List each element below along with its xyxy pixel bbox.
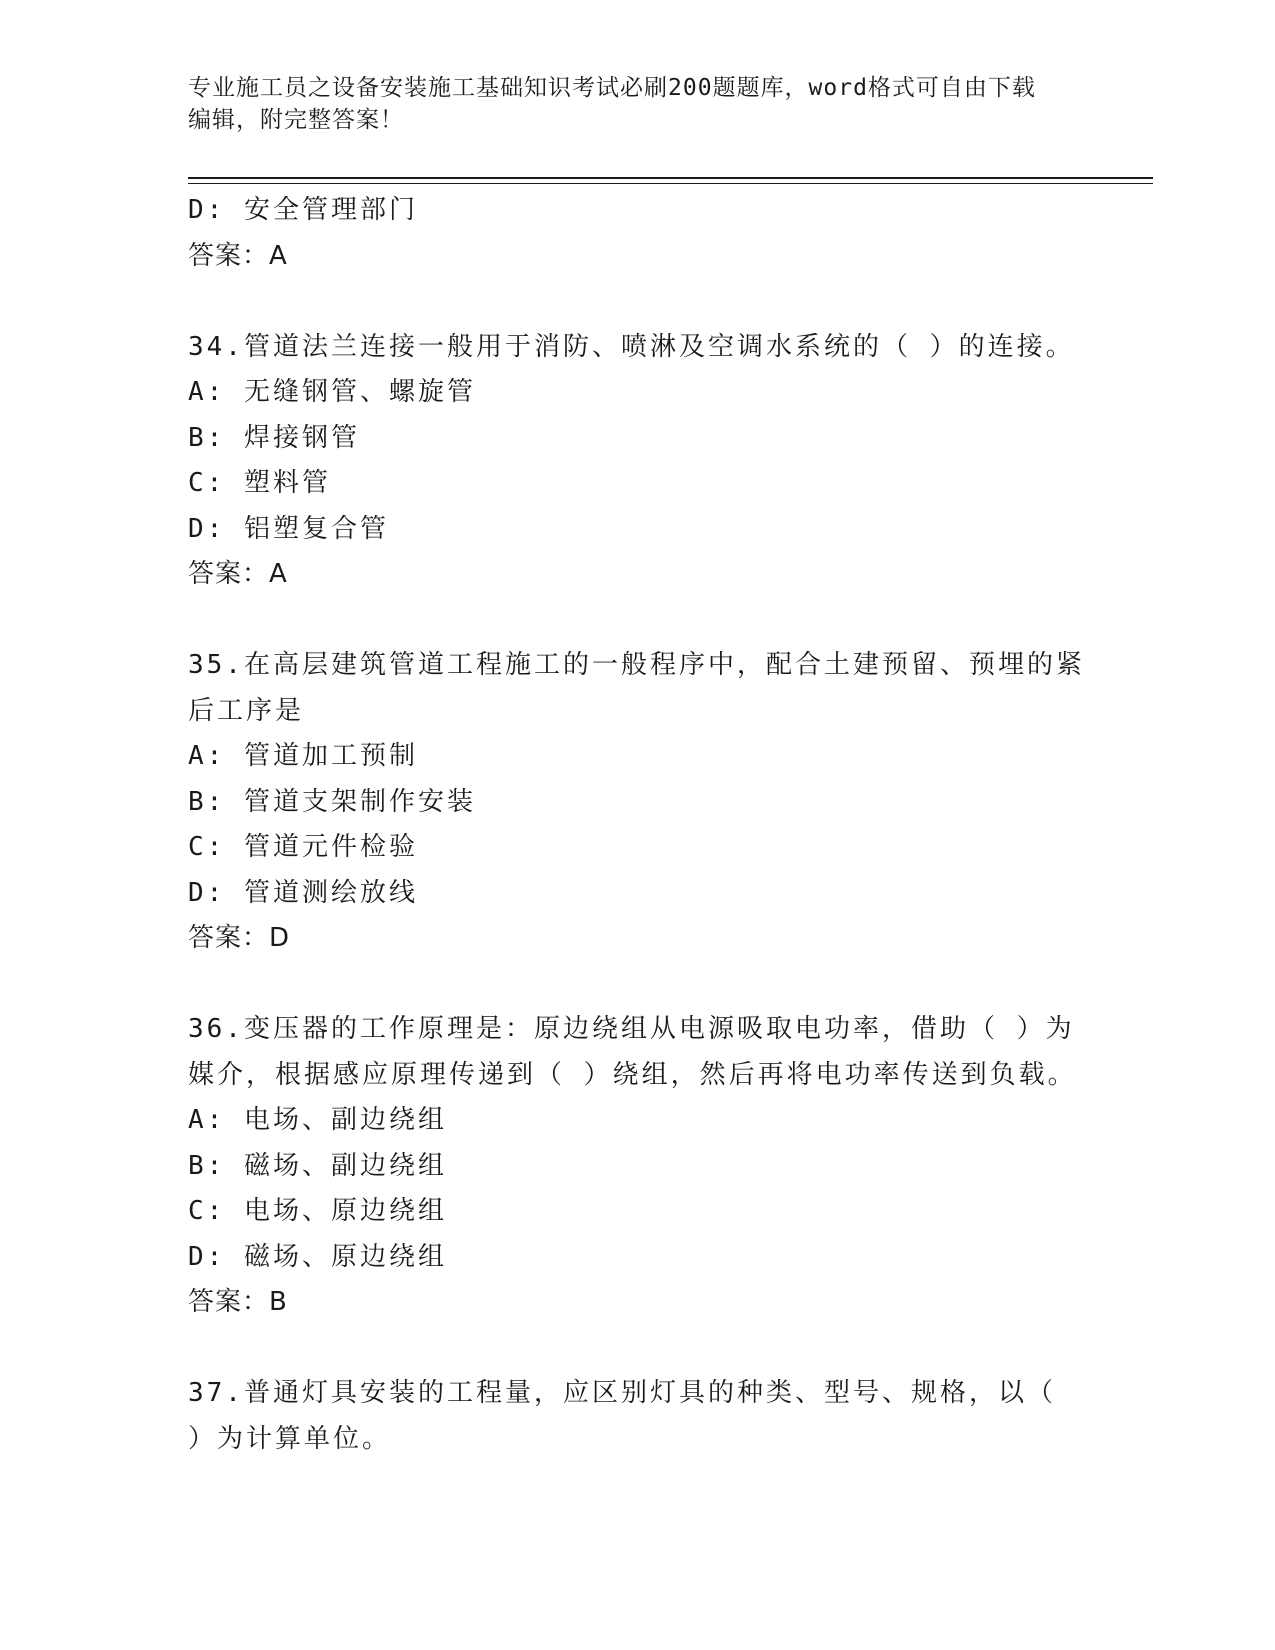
question-37 — [188, 1371, 1088, 1462]
header-line-1: 专业施工员之设备安装施工基础知识考试必刷200题题库，word格式可自由下载 — [188, 75, 1036, 101]
option-d: D: 磁场、原边绕组 — [188, 1241, 447, 1272]
header-rule-thick — [188, 177, 1153, 179]
option-c: C: 电场、原边绕组 — [188, 1196, 447, 1226]
header-line-2: 编辑，附完整答案！ — [188, 107, 404, 133]
header-rule-thin — [188, 183, 1153, 184]
answer: 答案：D — [188, 923, 291, 953]
answer: 答案：B — [188, 1287, 288, 1317]
option-b: B: 磁场、副边绕组 — [188, 1150, 447, 1181]
spacer — [188, 598, 1088, 644]
question-stem-line-1: 35.在高层建筑管道工程施工的一般程序中，配合土建预留、预埋的紧 — [188, 650, 1085, 680]
option-c: C: 塑料管 — [188, 468, 331, 498]
answer: 答案：A — [188, 559, 288, 589]
option-d: D: 管道测绘放线 — [188, 877, 418, 908]
spacer — [188, 962, 1088, 1008]
question-stem-line-2: ）为计算单位。 — [188, 1423, 392, 1454]
question-stem-line-2: 媒介，根据感应原理传递到（ ）绕组，然后再将电功率传送到负载。 — [188, 1059, 1077, 1090]
option-b: B: 管道支架制作安装 — [188, 786, 476, 817]
question-list — [188, 188, 1088, 1462]
question-34 — [188, 325, 1088, 598]
option-a: A: 管道加工预制 — [188, 741, 418, 771]
option-a: A: 电场、副边绕组 — [188, 1105, 447, 1135]
question-stem-line-1: 36.变压器的工作原理是：原边绕组从电源吸取电功率，借助（ ）为 — [188, 1014, 1075, 1044]
answer: 答案：A — [188, 240, 288, 271]
option-a: A: 无缝钢管、螺旋管 — [188, 377, 476, 407]
option-d: D: 铝塑复合管 — [188, 513, 389, 544]
question-35 — [188, 643, 1088, 962]
option-c: C: 管道元件检验 — [188, 832, 418, 862]
option-b: B: 焊接钢管 — [188, 422, 360, 453]
question-stem: 34.管道法兰连接一般用于消防、喷淋及空调水系统的（ ）的连接。 — [188, 331, 1075, 362]
question-stem-line-2: 后工序是 — [188, 695, 305, 726]
option-d: D: 安全管理部门 — [188, 195, 418, 225]
question-33-tail — [188, 188, 1088, 279]
question-stem-line-1: 37.普通灯具安装的工程量，应区别灯具的种类、型号、规格，以（ — [188, 1378, 1056, 1408]
spacer — [188, 1326, 1088, 1372]
spacer — [188, 279, 1088, 325]
document-header — [188, 72, 1088, 136]
question-36 — [188, 1007, 1088, 1326]
